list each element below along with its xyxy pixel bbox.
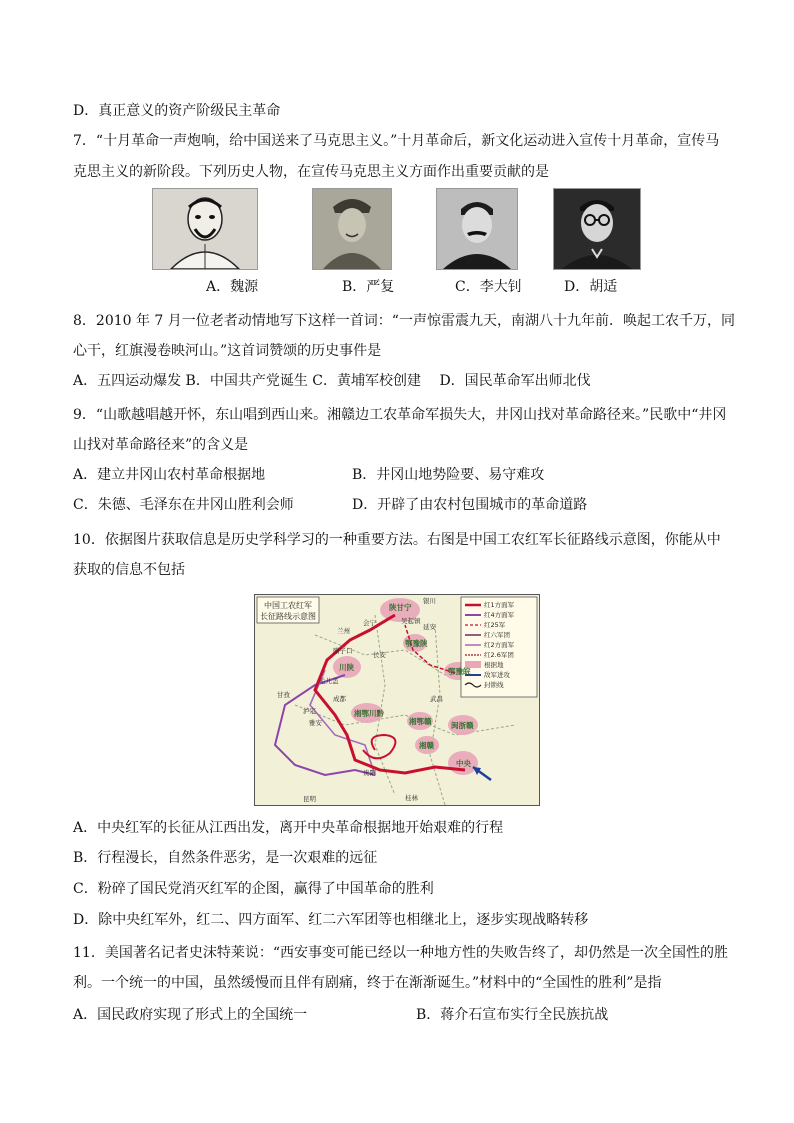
place-lanzhou: 兰州 (337, 627, 350, 635)
place-lazikou: 腊子口 (333, 647, 353, 655)
portrait-yanfu (312, 188, 392, 270)
place-wuchang: 武昌 (430, 695, 443, 703)
q6-option-d: D．真正意义的资产阶级民主革命 (73, 103, 281, 119)
q7-stem-line2: 克思主义的新阶段。下列历史人物，在宣传马克思主义方面作出重要贡献的是 (73, 164, 549, 180)
place-chengdu: 成都 (333, 695, 346, 703)
q11-option-a: A．国民政府实现了形式上的全国统一 (73, 1007, 308, 1023)
q9-option-a: A．建立井冈山农村革命根据地 (73, 467, 266, 483)
q7-option-a: A．魏源 (206, 279, 259, 295)
region-zhongyang: 中央 (456, 759, 471, 768)
place-wuqizhen: 吴起镇 (401, 617, 421, 625)
place-luding: 泸定 (303, 707, 316, 715)
place-yanan: 延安 (423, 623, 436, 631)
legend-item-6: 红2.6军团 (484, 651, 514, 659)
q9-option-b: B．井冈山地势险要、易守难攻 (352, 467, 545, 483)
legend-item-1: 红1方面军 (484, 601, 515, 609)
q10-option-b: B．行程漫长，自然条件恶劣，是一次艰难的远征 (73, 850, 378, 866)
region-chuanshan: 川陕 (339, 663, 354, 672)
long-march-map (254, 594, 540, 806)
region-xiangegan: 湘鄂赣 (409, 717, 432, 726)
q7-option-c: C．李大钊 (455, 279, 522, 295)
q10-stem-line2: 获取的信息不包括 (73, 562, 185, 578)
place-kunming: 昆明 (303, 795, 316, 803)
q11-option-b: B．蒋介石宣布实行全民族抗战 (416, 1007, 609, 1023)
legend-item-3: 红25军 (484, 621, 506, 629)
region-xianggan: 湘赣 (419, 741, 434, 750)
q9-stem-line2: 山找对革命路径来”的含义是 (73, 437, 249, 453)
place-ganzi: 甘孜 (277, 691, 290, 699)
q10-option-a: A．中央红军的长征从江西出发，离开中央革命根据地开始艰难的行程 (73, 820, 504, 836)
q8-stem-line1: 8．2010 年 7 月一位老者动情地写下这样一首词：“一声惊雷震九天，南湖八十九年前．唤起工农千万，同 (73, 313, 735, 329)
map-title-line2: 长征路线示意图 (260, 612, 316, 621)
q9-option-c: C．朱德、毛泽东在井冈山胜利会师 (73, 497, 294, 513)
place-yinchuan: 银川 (423, 597, 436, 605)
legend-item-4: 红六军团 (484, 631, 510, 639)
map-title-line1: 中国工农红军 (264, 601, 312, 610)
place-huining: 会宁 (363, 619, 376, 627)
legend-item-9: 封锁线 (484, 681, 504, 689)
q10-option-c: C．粉碎了国民党消灭红军的企图，赢得了中国革命的胜利 (73, 881, 434, 897)
legend-item-8: 敌军进攻 (484, 671, 510, 679)
portrait-hushi (553, 188, 641, 270)
place-yaan: 雅安 (309, 719, 322, 727)
region-eyuwan: 鄂豫皖 (448, 667, 471, 676)
q7-option-d: D．胡适 (564, 279, 618, 295)
region-minzhegan: 闽浙赣 (451, 721, 474, 730)
region-shaanganning: 陕甘宁 (389, 603, 412, 612)
q9-option-d: D．开辟了由农村包围城市的革命道路 (352, 497, 588, 513)
legend-item-7: 根据地 (484, 661, 504, 669)
q10-option-d: D．除中央红军外，红二、四方面军、红二六军团等也相继北上，逐步实现战略转移 (73, 912, 589, 928)
place-guiyang: 贵阳 (363, 769, 376, 777)
portrait-weiyuan (152, 188, 258, 270)
q9-stem-line1: 9．“山歌越唱越开怀，东山唱到西山来。湘赣边工农革命军损失大，井冈山找对革命路径来。”民歌中“井冈 (73, 407, 727, 423)
q11-stem-line1: 11．美国著名记者史沫特莱说：“西安事变可能已经以一种地方性的失败告终了，却仍然是一次全国性的胜 (73, 945, 728, 961)
q11-stem-line2: 利。一个统一的中国，虽然缓慢而且伴有剧痛，终于在渐渐诞生。”材料中的“全国性的胜利”是指 (73, 975, 662, 991)
place-changan: 长安 (373, 651, 386, 659)
q7-option-b: B．严复 (342, 279, 395, 295)
region-xiangeqian: 湘鄂川黔 (354, 709, 384, 718)
legend-item-5: 红2方面军 (484, 641, 515, 649)
legend-item-2: 红4方面军 (484, 611, 515, 619)
q7-stem-line1: 7．“十月革命一声炮响，给中国送来了马克思主义。”十月革命后，新文化运动进入宣传十月革命，宣传马 (73, 133, 720, 149)
portrait-lidazhao (436, 188, 518, 270)
q8-stem-line2: 心干，红旗漫卷映河山。”这首词赞颂的历史事件是 (73, 343, 382, 359)
q8-options: A．五四运动爆发 B．中国共产党诞生 C．黄埔军校创建 D．国民革命军出师北伐 (73, 373, 591, 389)
place-guilin: 桂林 (405, 794, 418, 802)
place-maoergai: 毛儿盖 (319, 677, 339, 685)
region-eyushan: 鄂豫陕 (405, 639, 428, 648)
q10-stem-line1: 10．依据图片获取信息是历史学科学习的一种重要方法。右图是中国工农红军长征路线示意图，你能从中 (73, 532, 721, 548)
